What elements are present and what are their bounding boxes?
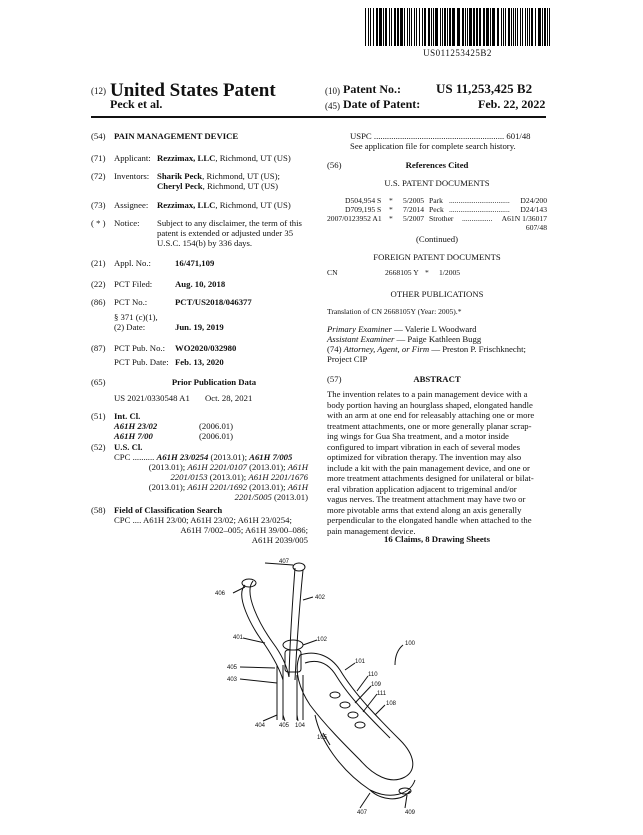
- ref-label-110: 110: [368, 672, 378, 678]
- abstract-line: optimized for vibration therapy. The invention may also: [327, 452, 522, 462]
- patent-number: US 11,253,425 B2: [436, 81, 533, 96]
- assistant-examiner: Assistant Examiner — Paige Kathleen Bugg: [327, 334, 482, 344]
- notice-line-2: patent is extended or adjusted under 35: [157, 228, 294, 238]
- applicant-value: Rezzimax, LLC, Richmond, UT (US): [157, 153, 291, 163]
- patent-date: Feb. 22, 2022: [478, 97, 546, 111]
- scraping-wing: [315, 715, 415, 795]
- inid-10: (10): [325, 86, 340, 96]
- applicant-label: Applicant:: [114, 153, 151, 163]
- prior-pub-title: Prior Publication Data: [171, 377, 257, 387]
- pct-pub-no-value: WO2020/032980: [175, 343, 237, 353]
- leader-104: [297, 715, 298, 721]
- ref-label-405: 405: [227, 665, 238, 671]
- button-2: [340, 702, 350, 708]
- int-cl-2: A61H 7/00: [114, 431, 153, 441]
- leader-102: [303, 640, 317, 645]
- inid-58: (58): [91, 505, 106, 515]
- cpc-line-3: 2201/0153 (2013.01); A61H 2201/1676: [170, 472, 308, 482]
- button-1: [330, 692, 340, 698]
- ref-label-101: 101: [355, 659, 366, 665]
- ref-label-100: 100: [405, 641, 416, 647]
- inid-45: (45): [325, 101, 340, 111]
- leader-405: [240, 667, 275, 668]
- pct-filed-label: PCT Filed:: [114, 279, 153, 289]
- abstract-line: ing wings for Gua Sha treatment, and a motor inside: [327, 431, 509, 441]
- patent-no-label: Patent No.:: [343, 82, 401, 96]
- pct-pub-date-label: PCT Pub. Date:: [114, 357, 169, 367]
- ref-label-402: 402: [315, 595, 326, 601]
- pivot-joint: [283, 640, 303, 650]
- abstract-line: perpendicular to the elongated handle when attached to the: [327, 515, 532, 525]
- button-3: [348, 712, 358, 718]
- invention-title: PAIN MANAGEMENT DEVICE: [114, 131, 239, 141]
- ref-label-109: 109: [371, 682, 382, 688]
- patent-authors: Peck et al.: [110, 97, 163, 111]
- search-history-note: See application file for complete search history.: [350, 141, 516, 151]
- abstract-line: eral vibration application adjacent to trigeminal and/or: [327, 483, 517, 494]
- inid-54: (54): [91, 131, 106, 141]
- ref-label-401: 401: [233, 635, 244, 641]
- arm-base: [285, 650, 301, 672]
- continued-note: (Continued): [416, 234, 458, 244]
- abstract-line: body portion having an hourglass shaped, elongated handle: [327, 399, 533, 410]
- abstract-title: ABSTRACT: [413, 374, 461, 384]
- ref-label-111: 111: [377, 691, 387, 697]
- ref-label-108: 108: [386, 701, 397, 707]
- ref-label-405b: 405: [279, 723, 290, 729]
- attorney-firm: Project CIP: [327, 354, 368, 364]
- uspc-line: USPC ............................................................ 601/48: [350, 131, 531, 141]
- foreign-patent-row: CN 2668105 Y * 1/2005: [327, 268, 461, 277]
- left-column: [91, 0, 316, 560]
- s371-date-label: (2) Date:: [114, 322, 146, 332]
- abstract-line: treatment attachments, one or more generally planar scrap-: [327, 420, 532, 431]
- abstract-line: with an arm at one end for releasably attaching one or more: [327, 410, 535, 420]
- leader-100: [395, 645, 403, 665]
- ref-label-104: 104: [295, 723, 306, 729]
- right-column: [327, 0, 547, 560]
- device-drawing: [205, 555, 445, 825]
- assignee-value: Rezzimax, LLC, Richmond, UT (US): [157, 200, 291, 210]
- ref-label-102: 102: [317, 637, 328, 643]
- inid-52: (52): [91, 442, 106, 452]
- list-item: D504,954 S * 5/2005 Park ................................ D24/200: [345, 196, 547, 205]
- cpc-line-4: (2013.01); A61H 2201/1692 (2013.01); A61H: [148, 482, 308, 492]
- cpc-line-2: (2013.01); A61H 2201/0107 (2013.01); A61H: [148, 462, 308, 472]
- appl-no-value: 16/471,109: [175, 258, 215, 268]
- assignee-label: Assignee:: [114, 200, 149, 210]
- int-cl-1-date: (2006.01): [199, 421, 234, 431]
- button-4: [355, 722, 365, 728]
- references-title: References Cited: [405, 160, 469, 170]
- barcode-bar: [549, 8, 550, 46]
- notice-line-3: U.S.C. 154(b) by 336 days.: [157, 238, 253, 248]
- translation-ref: Translation of CN 2668105Y (Year: 2005).*: [327, 307, 462, 316]
- notice-label: Notice:: [114, 218, 140, 228]
- us-docs-heading: U.S. PATENT DOCUMENTS: [384, 178, 490, 188]
- leader-407b: [360, 793, 370, 808]
- patent-title-heading: United States Patent: [110, 80, 276, 101]
- field-search-line-3: A61H 2039/005: [251, 535, 308, 545]
- inid-87: (87): [91, 343, 106, 353]
- inid-72: (72): [91, 171, 106, 181]
- ref-label-406: 406: [215, 591, 226, 597]
- inid-21: (21): [91, 258, 106, 268]
- s371-label: § 371 (c)(1),: [114, 312, 158, 322]
- us-patent-list: [327, 196, 547, 232]
- ref-label-409: 409: [405, 810, 416, 816]
- field-search-line-1: CPC .... A61H 23/00; A61H 23/02; A61H 23/0254;: [114, 515, 292, 525]
- inventor-1: Sharik Peck, Richmond, UT (US);: [157, 171, 280, 181]
- barcode-number: US011253425B2: [423, 48, 492, 58]
- list-item: 2007/0123952 A1 * 5/2007 Strother ................ A61N 1/36017: [327, 214, 547, 223]
- inid-65: (65): [91, 377, 106, 387]
- pct-filed-value: Aug. 10, 2018: [175, 279, 226, 289]
- leader-404: [263, 715, 277, 721]
- right-arm-tip: [293, 563, 305, 571]
- inid-22: (22): [91, 279, 106, 289]
- int-cl-2-date: (2006.01): [199, 431, 234, 441]
- field-search-label: Field of Classification Search: [114, 505, 223, 515]
- ref-label-105: 105: [317, 735, 328, 741]
- leader-101: [345, 663, 355, 670]
- ref-label-407b: 407: [357, 810, 368, 816]
- ref-label-404: 404: [255, 723, 266, 729]
- inid-71: (71): [91, 153, 106, 163]
- left-arm-tip: [242, 579, 256, 587]
- pct-pub-date-value: Feb. 13, 2020: [175, 357, 224, 367]
- barcode-bar: [547, 8, 548, 46]
- inid-12: (12): [91, 86, 106, 96]
- appl-no-label: Appl. No.:: [114, 258, 151, 268]
- pct-no-value: PCT/US2018/046377: [175, 297, 252, 307]
- wing-tip: [399, 788, 411, 794]
- s371-date-value: Jun. 19, 2019: [175, 322, 224, 332]
- ref-label-403: 403: [227, 677, 238, 683]
- abstract-line: more pivotable arms that extend along an axis generally: [327, 504, 522, 515]
- inid-51: (51): [91, 411, 106, 421]
- int-cl-label: Int. Cl.: [114, 411, 141, 421]
- field-search-line-2: A61H 7/002–005; A61H 39/00–086;: [180, 525, 308, 535]
- pct-pub-no-label: PCT Pub. No.:: [114, 343, 166, 353]
- date-label: Date of Patent:: [343, 97, 421, 111]
- notice-line-1: Subject to any disclaimer, the term of this: [157, 218, 302, 228]
- list-item-continuation: 607/48: [525, 223, 547, 232]
- prior-pub-number: US 2021/0330548 A1: [114, 393, 190, 403]
- abstract-body: [327, 389, 549, 536]
- inid-86: (86): [91, 297, 106, 307]
- list-item: D709,195 S * 7/2014 Peck ................................ D24/143: [345, 205, 547, 214]
- other-pubs-heading: OTHER PUBLICATIONS: [390, 289, 484, 299]
- pct-no-label: PCT No.:: [114, 297, 148, 307]
- leader-409: [405, 795, 407, 808]
- ref-label-407: 407: [279, 559, 290, 565]
- abstract-line: pain management device.: [327, 525, 416, 536]
- leader-110: [357, 676, 368, 691]
- leader-406: [233, 587, 245, 593]
- leader-403: [240, 679, 277, 683]
- inid-57: (57): [327, 374, 342, 384]
- abstract-line: The invention relates to a pain management device with a: [327, 389, 528, 399]
- inid-56: (56): [327, 160, 342, 170]
- attorney: (74) Attorney, Agent, or Firm — Preston P. Frischknecht;: [327, 344, 526, 354]
- claims-summary: 16 Claims, 8 Drawing Sheets: [384, 534, 490, 544]
- leader-402: [303, 597, 313, 600]
- inventors-label: Inventors:: [114, 171, 150, 181]
- cpc-line-5: 2201/5005 (2013.01): [234, 492, 308, 502]
- handle-body: [297, 653, 413, 780]
- foreign-docs-heading: FOREIGN PATENT DOCUMENTS: [373, 252, 501, 262]
- abstract-line: include a kit with the pain management device, and one or: [327, 462, 530, 473]
- abstract-line: configured to impart vibration in each of several modes: [327, 441, 520, 452]
- inventor-2: Cheryl Peck, Richmond, UT (US): [157, 181, 278, 191]
- prior-pub-date: Oct. 28, 2021: [205, 393, 253, 403]
- left-arm-outline-b: [250, 581, 289, 677]
- us-cl-label: U.S. Cl.: [114, 442, 143, 452]
- int-cl-1: A61H 23/02: [114, 421, 158, 431]
- leader-108: [375, 705, 385, 715]
- cpc-line-1: CPC .......... A61H 23/0254 (2013.01); A61H 7/005: [114, 452, 293, 462]
- primary-examiner: Primary Examiner — Valerie L Woodward: [327, 324, 477, 334]
- abstract-line: more treatment attachments designed for unilateral or bilat-: [327, 473, 534, 483]
- inid-73: (73): [91, 200, 106, 210]
- right-arm-outline-a: [289, 568, 295, 677]
- inid-notice: ( * ): [91, 218, 106, 228]
- abstract-line: vagus nerves. The treatment attachment may have two or: [327, 494, 526, 504]
- right-arm-outline-b: [295, 570, 303, 680]
